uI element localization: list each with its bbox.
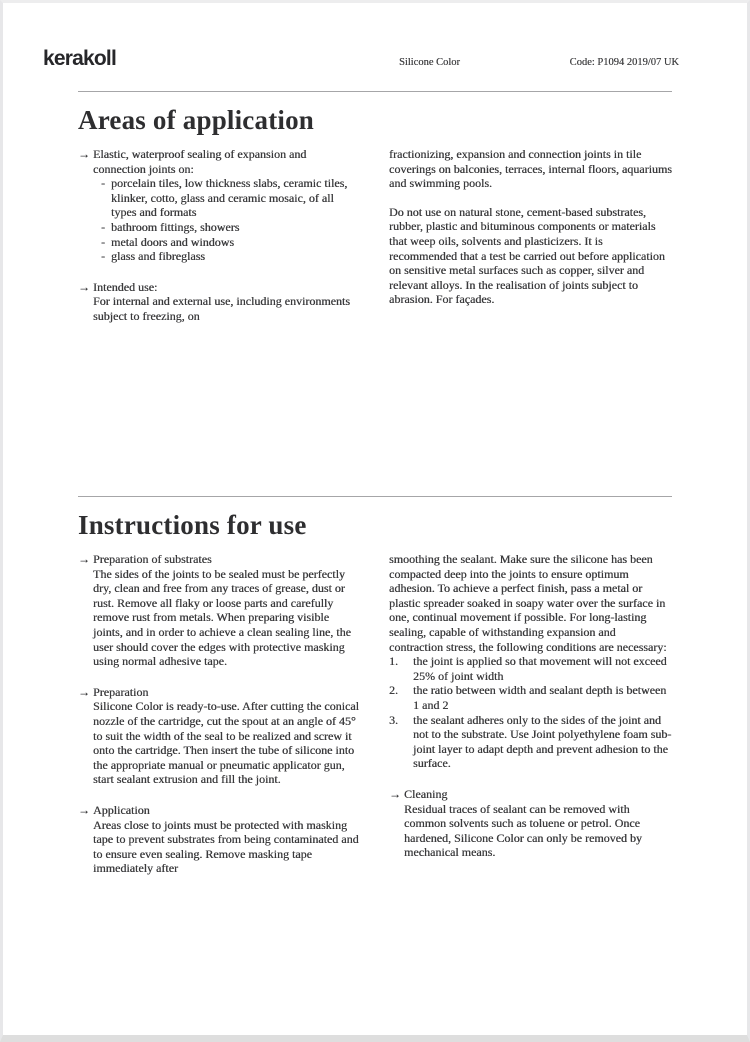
header-divider bbox=[78, 91, 672, 92]
list-number: 1. bbox=[389, 654, 398, 669]
list-item bbox=[389, 787, 672, 860]
arrow-bullet-icon: → bbox=[78, 552, 90, 566]
bullet-body: Areas close to joints must be protected with masking tape to prevent substrates from being contaminated and to ensure even sealing. Remove masking tape immediately after bbox=[93, 817, 359, 876]
numbered-item-text: the joint is applied so that movement will not exceed 25% of joint width bbox=[413, 654, 667, 683]
list-item bbox=[78, 685, 361, 787]
arrow-bullet-icon: → bbox=[78, 684, 90, 699]
bullet-body: For internal and external use, including environments subject to freezing, on bbox=[93, 294, 350, 323]
section-divider bbox=[78, 496, 672, 497]
bullet-label: Application bbox=[93, 802, 150, 817]
dash-icon: - bbox=[101, 219, 105, 234]
section-instructions-for-use bbox=[78, 496, 672, 876]
sub-list-item bbox=[101, 176, 361, 220]
list-item bbox=[78, 552, 361, 669]
paragraph: smoothing the sealant. Make sure the silicone has been compacted deep into the joints to ensure optimum adhesion. To achieve a perfect finish, pass a metal or plastic spreader soaked in soapy water over the surface in one, continual movement if possible. For long-lasting sealing, capable of withstanding expansion and contraction stress, the following conditions are necessary: bbox=[389, 552, 667, 654]
sub-item-text: metal doors and windows bbox=[111, 234, 234, 249]
sub-item-text: porcelain tiles, low thickness slabs, ceramic tiles, klinker, cotto, glass and ceramic mosaic, of all types and formats bbox=[111, 176, 348, 220]
bullet-label: Intended use: bbox=[93, 279, 158, 294]
kerakoll-logo: kerakoll bbox=[43, 47, 116, 70]
dash-icon: - bbox=[101, 234, 105, 249]
sub-list-item bbox=[101, 249, 361, 264]
bullet-label: Cleaning bbox=[404, 786, 448, 801]
numbered-list-item bbox=[389, 654, 672, 683]
arrow-bullet-icon: → bbox=[389, 786, 401, 801]
bullet-intro: Elastic, waterproof sealing of expansion and connection joints on: bbox=[93, 147, 307, 176]
bullet-body: The sides of the joints to be sealed must be perfectly dry, clean and free from any traces of grease, dust or rust. Remove all flaky or loose parts and carefully remove rust from metals. When preparing visible joints, and in order to achieve a clean sealing line, the user should cover the edges with protective masking using normal adhesive tape. bbox=[93, 566, 351, 669]
list-number: 3. bbox=[389, 712, 398, 727]
dash-icon: - bbox=[101, 249, 105, 264]
document-title: Silicone Color bbox=[399, 57, 460, 68]
arrow-bullet-icon: → bbox=[78, 279, 90, 294]
list-number: 2. bbox=[389, 683, 398, 698]
bullet-body: Silicone Color is ready-to-use. After cutting the conical nozzle of the cartridge, cut the spout at an angle of 45° to suit the width of the seal to be realized and screw it onto the cartridge. Then insert the tube of silicone into the appropriate manual or pneumatic applicator gun, start sealant extrusion and fill the joint. bbox=[93, 699, 359, 787]
bullet-label: Preparation of substrates bbox=[93, 552, 212, 566]
sub-list-item bbox=[101, 220, 361, 235]
section-title-areas: Areas of application bbox=[78, 105, 315, 135]
section-title-instructions: Instructions for use bbox=[78, 510, 307, 540]
instructions-left-column bbox=[78, 552, 361, 876]
numbered-item-text: the sealant adheres only to the sides of the joint and not to the substrate. Use Joint polyethylene foam sub-joint layer to adapt depth and prevent adhesion to the surface. bbox=[413, 712, 672, 771]
list-item bbox=[78, 803, 361, 876]
instructions-right-column bbox=[389, 552, 672, 876]
areas-left-column bbox=[78, 147, 361, 324]
sub-item-text: bathroom fittings, showers bbox=[111, 219, 240, 234]
section-areas-of-application bbox=[78, 91, 672, 496]
page-header bbox=[3, 3, 747, 91]
numbered-list-item bbox=[389, 713, 672, 771]
arrow-bullet-icon: → bbox=[78, 147, 90, 161]
sub-item-text: glass and fibreglass bbox=[111, 249, 205, 264]
numbered-item-text: the ratio between width and sealant depth is between 1 and 2 bbox=[413, 683, 667, 712]
arrow-bullet-icon: → bbox=[78, 802, 90, 817]
bullet-label: Preparation bbox=[93, 684, 149, 699]
paragraph: Do not use on natural stone, cement-based substrates, rubber, plastic and bituminous components or materials that weep oils, solvents and plasticizers. It is recommended that a test be carried out before application on sensitive metal surfaces such as copper, silver and relevant alloys. In the realisation of joints subject to abrasion. For façades. bbox=[389, 204, 665, 307]
paragraph: fractionizing, expansion and connection joints in tile coverings on balconies, terraces, internal floors, aquariums and swimming pools. bbox=[389, 147, 672, 191]
document-code: Code: P1094 2019/07 UK bbox=[569, 57, 679, 68]
bullet-body: Residual traces of sealant can be removed with common solvents such as toluene or petrol. Once hardened, Silicone Color can only be removed by mechanical means. bbox=[404, 801, 642, 860]
numbered-list-item bbox=[389, 683, 672, 712]
dash-icon: - bbox=[101, 176, 105, 191]
list-item bbox=[78, 147, 361, 264]
sub-list-item bbox=[101, 235, 361, 250]
list-item bbox=[78, 280, 361, 324]
areas-right-column bbox=[389, 147, 672, 324]
